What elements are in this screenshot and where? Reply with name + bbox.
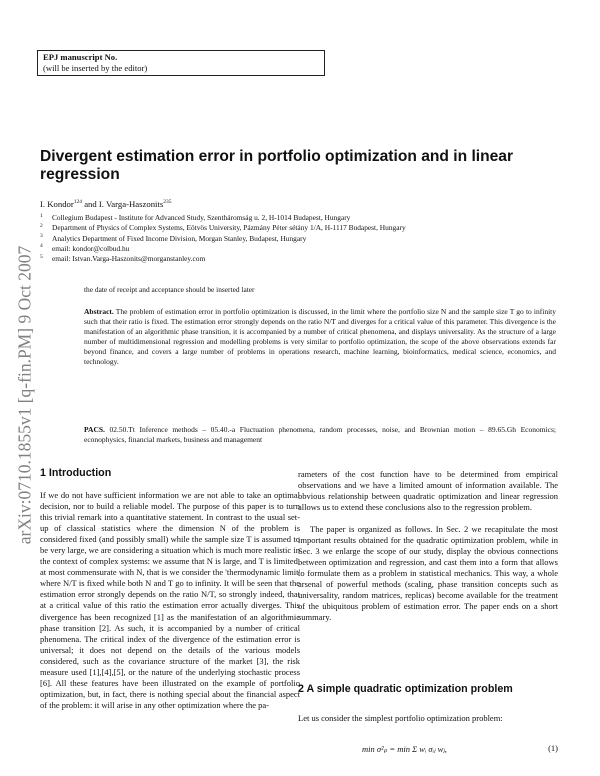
pacs-label: PACS.: [84, 425, 105, 434]
paper-title: Divergent estimation error in portfolio optimization and in linear regression: [40, 148, 514, 183]
affiliation-item: $^1$ Collegium Budapest - Institute for Advanced Study, Szentháromság u. 2, H-1014 Budapest, Hungary: [40, 212, 351, 222]
author-2-affil: 235: [163, 199, 172, 206]
author-line: [40, 199, 172, 209]
section-heading-quadratic: 2 A simple quadratic optimization problem: [298, 683, 513, 695]
arxiv-stamp: [5, 185, 45, 605]
author-1-affil: 124: [73, 199, 83, 206]
affiliation-text: Collegium Budapest - Institute for Advanced Study, Szentháromság u. 2, H-1014 Budapest, Hungary: [52, 213, 351, 222]
abstract-text: The problem of estimation error in portfolio optimization is discussed, in the limit where the portfolio size N and the sample size T go to infinity such that their ratio is fixed. The estimation error strongly depends on the ratio N/T and diverges for a critical value of this parameter. This divergence is the manifestation of an algorithmic phase transition, it is accompanied by a number of critical phenomena, and displays universality. As the structure of a large number of multidimensional regression and modelling problems is very similar to portfolio optimization, the scope of the above observations extends far beyond finance, and covers a large number of problems in operations research, machine learning, bioinformatics, medical science, economics, and technology.: [84, 307, 556, 366]
affiliation-item: $^3$ Analytics Department of Fixed Income Division, Morgan Stanley, Budapest, Hungary: [40, 233, 307, 243]
equation-number: (1): [548, 743, 558, 753]
manuscript-note: (will be inserted by the editor): [43, 63, 148, 73]
received-note: the date of receipt and acceptance should be inserted later: [84, 285, 255, 294]
arxiv-stamp-text: arXiv:0710.1855v1 [q-fin.PM] 9 Oct 2007: [14, 245, 35, 545]
equation-expression: min σ²ₚ = min Σ wᵢ σᵢⱼ wⱼ,: [362, 744, 447, 754]
affiliation-text: Analytics Department of Fixed Income Division, Morgan Stanley, Budapest, Hungary: [52, 233, 307, 243]
abstract-label: Abstract.: [84, 307, 114, 316]
column2-paragraph-1: rameters of the cost function have to be determined from empirical observations and we have a limited amount of information available. The obvious relationship between quadratic optimization and linear regression allows us to extend these conclusions also to the regression problem.: [298, 469, 558, 513]
author-2: and I. Varga-Haszonits: [82, 199, 164, 209]
section2-paragraph: Let us consider the simplest portfolio optimization problem:: [298, 713, 503, 723]
column2-paragraph-2: The paper is organized as follows. In Sec. 2 we recapitulate the most important results obtained for the quadratic optimization problem, while in Sec. 3 we enlarge the scope of our study, display the obvious connections between optimization and regression, and cast them into a form that allows to formulate them as a problem in statistical mechanics. This way, a whole arsenal of powerful methods (scaling, phase transition concepts such as universality, random matrices, replicas) become available for the treatment of the ubiquitous problem of estimation error. The paper ends on a short summary.: [298, 524, 558, 623]
manuscript-box: [37, 50, 325, 76]
section-heading-introduction: 1 Introduction: [40, 467, 112, 479]
affiliation-item: $^2$ Department of Physics of Complex Systems, Eötvös University, Pázmány Péter sétány 1/A, H-1117 Budapest, Hungary: [40, 222, 406, 233]
equation-1: [330, 740, 570, 762]
author-1: I. Kondor: [40, 199, 74, 209]
affiliation-list: [40, 213, 406, 264]
pacs-text: 02.50.Tt Inference methods – 05.40.-a Fluctuation phenomena, random processes, noise, and Brownian motion – 89.65.Gh Economics; econophysics, financial markets, business and management: [84, 425, 557, 444]
affiliation-item: $^4$ email: kondor@colbud.hu: [40, 243, 130, 253]
abstract: [84, 307, 556, 367]
affiliation-text: email: Istvan.Varga-Haszonits@morganstanley.com: [52, 254, 206, 264]
pacs: [84, 425, 556, 445]
manuscript-label: EPJ manuscript No.: [43, 52, 118, 62]
affiliation-text: Department of Physics of Complex Systems, Eötvös University, Pázmány Péter sétány 1/A, H-1117 Budapest, Hungary: [52, 223, 406, 233]
affiliation-item: $^5$ email: Istvan.Varga-Haszonits@morganstanley.com: [40, 253, 206, 264]
introduction-paragraph: If we do not have sufficient information we are not able to take an optimal decision, nor to build a reliable model. The purpose of this paper is to turn this trivial remark into a quantitative statement. In contrast to the usual set-up of classical statistics where the dimension N of the problem is considered fixed (and possibly small) while the sample size T is assumed to be very large, we are considering a situation which is much more realistic in the context of complex systems: we assume that N is large, and T is limited, at most commensurate with N, that is we consider the 'thermodynamic limit' where N/T is fixed while both N and T go to infinity. It will be seen that the estimation error strongly depends on the ratio N/T, so strongly indeed, that at a critical value of this ratio the estimation error actually diverges. This divergence has been recognized [1] as the manifestation of an algorithmic phase transition [2]. As such, it is accompanied by a number of critical phenomena. The critical index of the divergence of the estimation error is universal; it does not depend on the details of the various models considered, such as the covariance structure of the market [3], the risk measure used [1],[4],[5], or the nature of the underlying stochastic process [6]. All these features have been illustrated on the example of portfolio optimization, but, in fact, there is nothing special about the financial aspect of the problem: it will arise in any other optimization where the pa-: [40, 490, 300, 710]
affiliation-text: email: kondor@colbud.hu: [52, 243, 130, 253]
